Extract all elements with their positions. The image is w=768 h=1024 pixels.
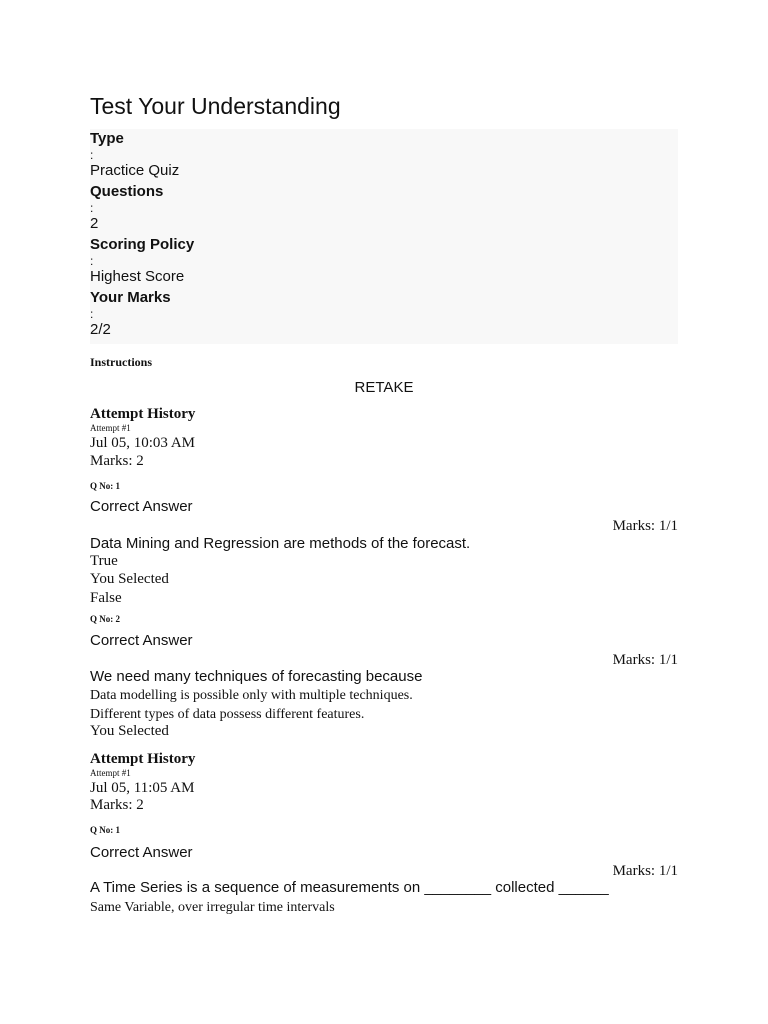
- attempt-datetime: Jul 05, 10:03 AM: [90, 435, 196, 451]
- attempt-marks: Marks: 2: [90, 797, 144, 813]
- summary-scoring-policy: [90, 237, 678, 290]
- question-text: Data Mining and Regression are methods of the forecast.: [90, 535, 471, 552]
- question-marks: Marks: 1/1: [612, 518, 678, 534]
- question-marks: Marks: 1/1: [612, 863, 678, 879]
- summary-type-colon: :: [90, 148, 94, 162]
- question-text: A Time Series is a sequence of measurements on ________ collected ______: [90, 879, 609, 896]
- summary-scoring-policy-label: Scoring Policy: [90, 236, 195, 253]
- attempt-marks: Marks: 2: [90, 453, 144, 469]
- summary-your-marks: [90, 290, 678, 343]
- option-text: Same Variable, over irregular time intervals: [90, 900, 335, 915]
- option-text: True: [90, 553, 118, 569]
- summary-scoring-policy-colon: :: [90, 254, 94, 268]
- question-number: Q No: 2: [90, 614, 120, 624]
- question-status: Correct Answer: [90, 844, 193, 861]
- page-title: Test Your Understanding: [90, 93, 341, 119]
- summary-type: [90, 131, 678, 184]
- question-status: Correct Answer: [90, 498, 193, 515]
- instructions-link[interactable]: Instructions: [90, 355, 153, 369]
- summary-questions-label: Questions: [90, 183, 164, 200]
- summary-your-marks-value: 2/2: [90, 321, 111, 338]
- option-text: False: [90, 590, 122, 606]
- question-number: Q No: 1: [90, 481, 120, 491]
- summary-scoring-policy-value: Highest Score: [90, 268, 185, 285]
- summary-type-value: Practice Quiz: [90, 162, 180, 179]
- question-status: Correct Answer: [90, 632, 193, 649]
- quiz-summary-panel: [90, 129, 678, 344]
- selected-indicator: You Selected: [90, 571, 169, 587]
- attempt-number: Attempt #1: [90, 768, 131, 778]
- option-text: Different types of data possess different features.: [90, 707, 365, 722]
- retake-button[interactable]: RETAKE: [354, 379, 414, 396]
- attempt-history-heading: Attempt History: [90, 406, 196, 422]
- question-text: We need many techniques of forecasting because: [90, 668, 423, 685]
- summary-your-marks-label: Your Marks: [90, 289, 171, 306]
- option-text: Data modelling is possible only with multiple techniques.: [90, 688, 413, 703]
- summary-questions-value: 2: [90, 215, 99, 232]
- attempt-history-heading: Attempt History: [90, 751, 196, 767]
- selected-indicator: You Selected: [90, 723, 169, 739]
- summary-questions-colon: :: [90, 201, 94, 215]
- attempt-datetime: Jul 05, 11:05 AM: [90, 780, 195, 796]
- question-number: Q No: 1: [90, 825, 120, 835]
- summary-your-marks-colon: :: [90, 307, 94, 321]
- summary-questions: [90, 184, 678, 237]
- attempt-number: Attempt #1: [90, 423, 131, 433]
- question-marks: Marks: 1/1: [612, 652, 678, 668]
- summary-type-label: Type: [90, 130, 124, 147]
